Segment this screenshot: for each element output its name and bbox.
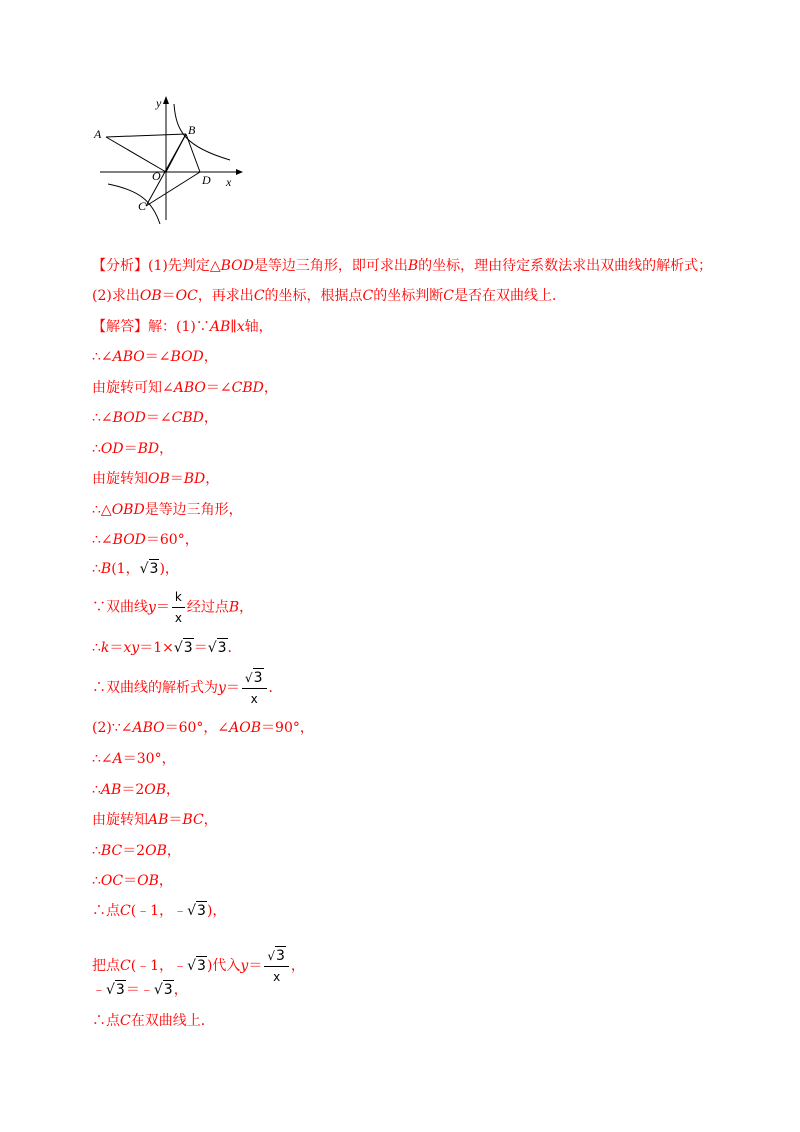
var: A (112, 751, 123, 767)
text: )代入 (206, 958, 241, 974)
fraction (242, 668, 267, 708)
text: ＝﹣ (125, 982, 154, 998)
text: ． (227, 640, 242, 656)
radicand: 3 (275, 948, 285, 964)
text: ． (268, 680, 283, 696)
text: ＝ (193, 640, 208, 656)
text: 由旋转可知∠ (92, 380, 174, 396)
var: AB (209, 319, 231, 335)
denominator: x (250, 692, 258, 706)
var: OC (175, 288, 198, 304)
text: ， (203, 812, 218, 828)
text: 的坐标，根据点 (264, 288, 363, 304)
fraction (264, 946, 289, 986)
var: ABO (173, 380, 206, 396)
text: ， (159, 441, 174, 457)
var: y (148, 599, 156, 616)
solution-line-14 (92, 750, 176, 768)
segment-AO (106, 137, 166, 172)
var: C (120, 1013, 131, 1029)
text: ＝ (123, 873, 138, 889)
solution-line-18 (92, 872, 173, 890)
solution-line-17 (92, 842, 181, 860)
text: 是等边三角形， (144, 502, 243, 518)
solution-line-21 (92, 980, 188, 999)
solution-line-9 (92, 559, 179, 578)
text: ∴△ (92, 502, 112, 518)
var: OC (100, 873, 124, 889)
var: BD (183, 471, 206, 487)
var: BOD (112, 532, 146, 548)
sqrt-expression: √3 (187, 958, 206, 974)
text: ， (263, 380, 278, 396)
var: B (100, 561, 112, 577)
analysis-line-2 (92, 287, 566, 305)
text: ， (173, 982, 188, 998)
sqrt-expression: √3 (173, 640, 193, 656)
var: OB (144, 782, 167, 798)
denominator: x (273, 970, 281, 984)
text: )， (206, 903, 227, 919)
label-B: B (188, 123, 196, 137)
solution-line-1 (92, 318, 273, 336)
var: OD (100, 441, 124, 457)
label-O: O (152, 169, 161, 183)
text: ＝ (123, 441, 138, 457)
var: C (120, 903, 131, 919)
hyperbola-branch-third-quadrant (108, 184, 160, 224)
text: ， (290, 958, 305, 974)
var: C (362, 288, 374, 304)
var: C (443, 288, 454, 304)
text: (1， (111, 561, 140, 577)
text: (1)先判定△ (148, 258, 221, 274)
text: ＝ (109, 640, 124, 656)
text: 是否在双曲线上． (453, 288, 566, 304)
text: 的坐标，理由待定系数法求出双曲线的解析式； (418, 258, 713, 274)
label-x: x (226, 175, 232, 189)
text: )， (159, 561, 179, 577)
radicand: 3 (163, 982, 173, 998)
var: AB (100, 782, 122, 798)
segment-BD (186, 134, 200, 172)
var: BC (182, 812, 204, 828)
text: ， (166, 782, 181, 798)
text: ＝∠ (205, 380, 232, 396)
text: 由旋转知 (92, 471, 148, 487)
label-A: A (94, 127, 102, 141)
solution-line-15 (92, 781, 180, 799)
var: y (240, 958, 249, 974)
numerator: √3 (264, 946, 289, 967)
text: 解：(1)∵ (148, 319, 210, 335)
solution-line-6 (92, 470, 219, 488)
var: OB (145, 843, 167, 859)
radicand: 3 (149, 561, 159, 577)
var: xy (123, 640, 140, 656)
var: BOD (220, 258, 254, 274)
text: ∵双曲线 (92, 599, 148, 616)
text: (2)∵∠ (92, 720, 133, 736)
text: ， (239, 599, 254, 616)
text: 经过点 (186, 599, 229, 616)
var: BC (100, 843, 123, 859)
solution-line-4 (92, 409, 218, 427)
var: AOB (229, 720, 262, 736)
text: 的坐标判断 (373, 288, 444, 304)
text: ＝ (168, 812, 183, 828)
text: ＝90°， (261, 720, 314, 736)
var: OBD (111, 502, 145, 518)
label-y: y (156, 96, 162, 110)
var: C (120, 958, 131, 974)
var: ABO (112, 349, 145, 365)
var: B (228, 599, 240, 616)
text: ＝2 (121, 782, 145, 798)
text: ∴∠ (92, 532, 113, 548)
solution-line-2 (92, 348, 218, 366)
analysis-heading: 【分析】 (92, 258, 148, 274)
y-axis-arrow (163, 96, 169, 104)
var: BOD (112, 410, 146, 426)
var: x (236, 319, 245, 335)
solution-line-10 (92, 588, 253, 627)
solution-line-12 (92, 668, 283, 708)
text: ∥ (230, 319, 237, 335)
text: ，再求出 (197, 288, 254, 304)
text: ∴ (92, 441, 101, 457)
text: 由旋转知 (92, 812, 148, 828)
text: ＝60°，∠ (164, 720, 230, 736)
var: OB (148, 471, 170, 487)
text: ﹣ (92, 982, 106, 998)
text: ， (166, 843, 181, 859)
label-C: C (138, 199, 147, 213)
sqrt-expression: √3 (207, 640, 227, 656)
text: 是等边三角形，即可求出 (253, 258, 408, 274)
text: (2)求出 (92, 288, 140, 304)
text: ∴∠ (92, 751, 113, 767)
solution-line-7 (92, 501, 243, 519)
solution-line-11 (92, 638, 242, 657)
radicand: 3 (197, 903, 206, 919)
text: (﹣1，﹣ (130, 903, 188, 919)
radicand: 3 (197, 958, 206, 974)
solution-heading: 【解答】 (92, 319, 148, 335)
text: (﹣1，﹣ (130, 958, 188, 974)
var: C (253, 288, 265, 304)
var: ABO (132, 720, 165, 736)
text: ＝ (248, 958, 263, 974)
text: ∴∠ (92, 349, 113, 365)
geometry-figure (88, 92, 248, 227)
text: ∴ (92, 843, 101, 859)
text: ∴ (92, 873, 101, 889)
var: BD (137, 441, 160, 457)
text: ∴ (92, 640, 101, 656)
text: ， (158, 873, 173, 889)
text: ＝∠ (145, 410, 172, 426)
text: ∴∠ (92, 410, 113, 426)
var: B (407, 258, 419, 274)
solution-line-13 (92, 719, 314, 737)
text: 轴， (244, 319, 273, 335)
var: OB (139, 288, 162, 304)
radicand: 3 (217, 640, 227, 656)
text: ∴双曲线的解析式为 (92, 680, 218, 696)
denominator: x (174, 611, 182, 625)
text: ∴点 (92, 1013, 120, 1029)
text: ＝ (161, 288, 176, 304)
numerator: √3 (242, 668, 267, 689)
solution-line-22 (92, 1012, 215, 1030)
radicand: 3 (253, 670, 263, 686)
sqrt-expression: √3 (153, 982, 173, 998)
hyperbola-branch-first-quadrant (174, 104, 230, 160)
radicand: 3 (115, 982, 125, 998)
solution-line-5 (92, 440, 173, 458)
sqrt-expression: √3 (106, 982, 125, 998)
text: ， (205, 471, 220, 487)
solution-line-3 (92, 379, 278, 397)
var: OB (137, 873, 159, 889)
text: ＝60°， (145, 532, 199, 548)
fraction (172, 588, 185, 627)
text: 把点 (92, 958, 120, 974)
text: ∴ (92, 782, 101, 798)
sqrt-expression: √3 (187, 903, 206, 919)
radicand: 3 (183, 640, 193, 656)
analysis-line-1 (92, 257, 712, 275)
solution-line-19 (92, 901, 226, 920)
var: y (218, 680, 226, 696)
text: ∴ (92, 561, 101, 577)
text: ＝∠ (144, 349, 171, 365)
segment-AB (106, 134, 186, 137)
text: 在双曲线上． (130, 1013, 215, 1029)
text: ＝ (155, 599, 170, 616)
var: AB (148, 812, 169, 828)
sqrt-expression: √3 (139, 561, 159, 577)
solution-line-16 (92, 811, 218, 829)
x-axis-arrow (236, 169, 243, 175)
var: k (100, 640, 110, 656)
text: ＝30°， (122, 751, 176, 767)
text: ， (203, 349, 218, 365)
label-D: D (202, 173, 211, 187)
text: ， (203, 410, 218, 426)
text: ＝ (169, 471, 184, 487)
numerator: k (172, 588, 185, 608)
var: BOD (170, 349, 204, 365)
text: ∴点 (92, 903, 120, 919)
solution-line-8 (92, 531, 199, 549)
var: CBD (171, 410, 204, 426)
text: ＝1× (139, 640, 174, 656)
var: CBD (231, 380, 264, 396)
text: ＝ (225, 680, 240, 696)
text: ＝2 (122, 843, 146, 859)
